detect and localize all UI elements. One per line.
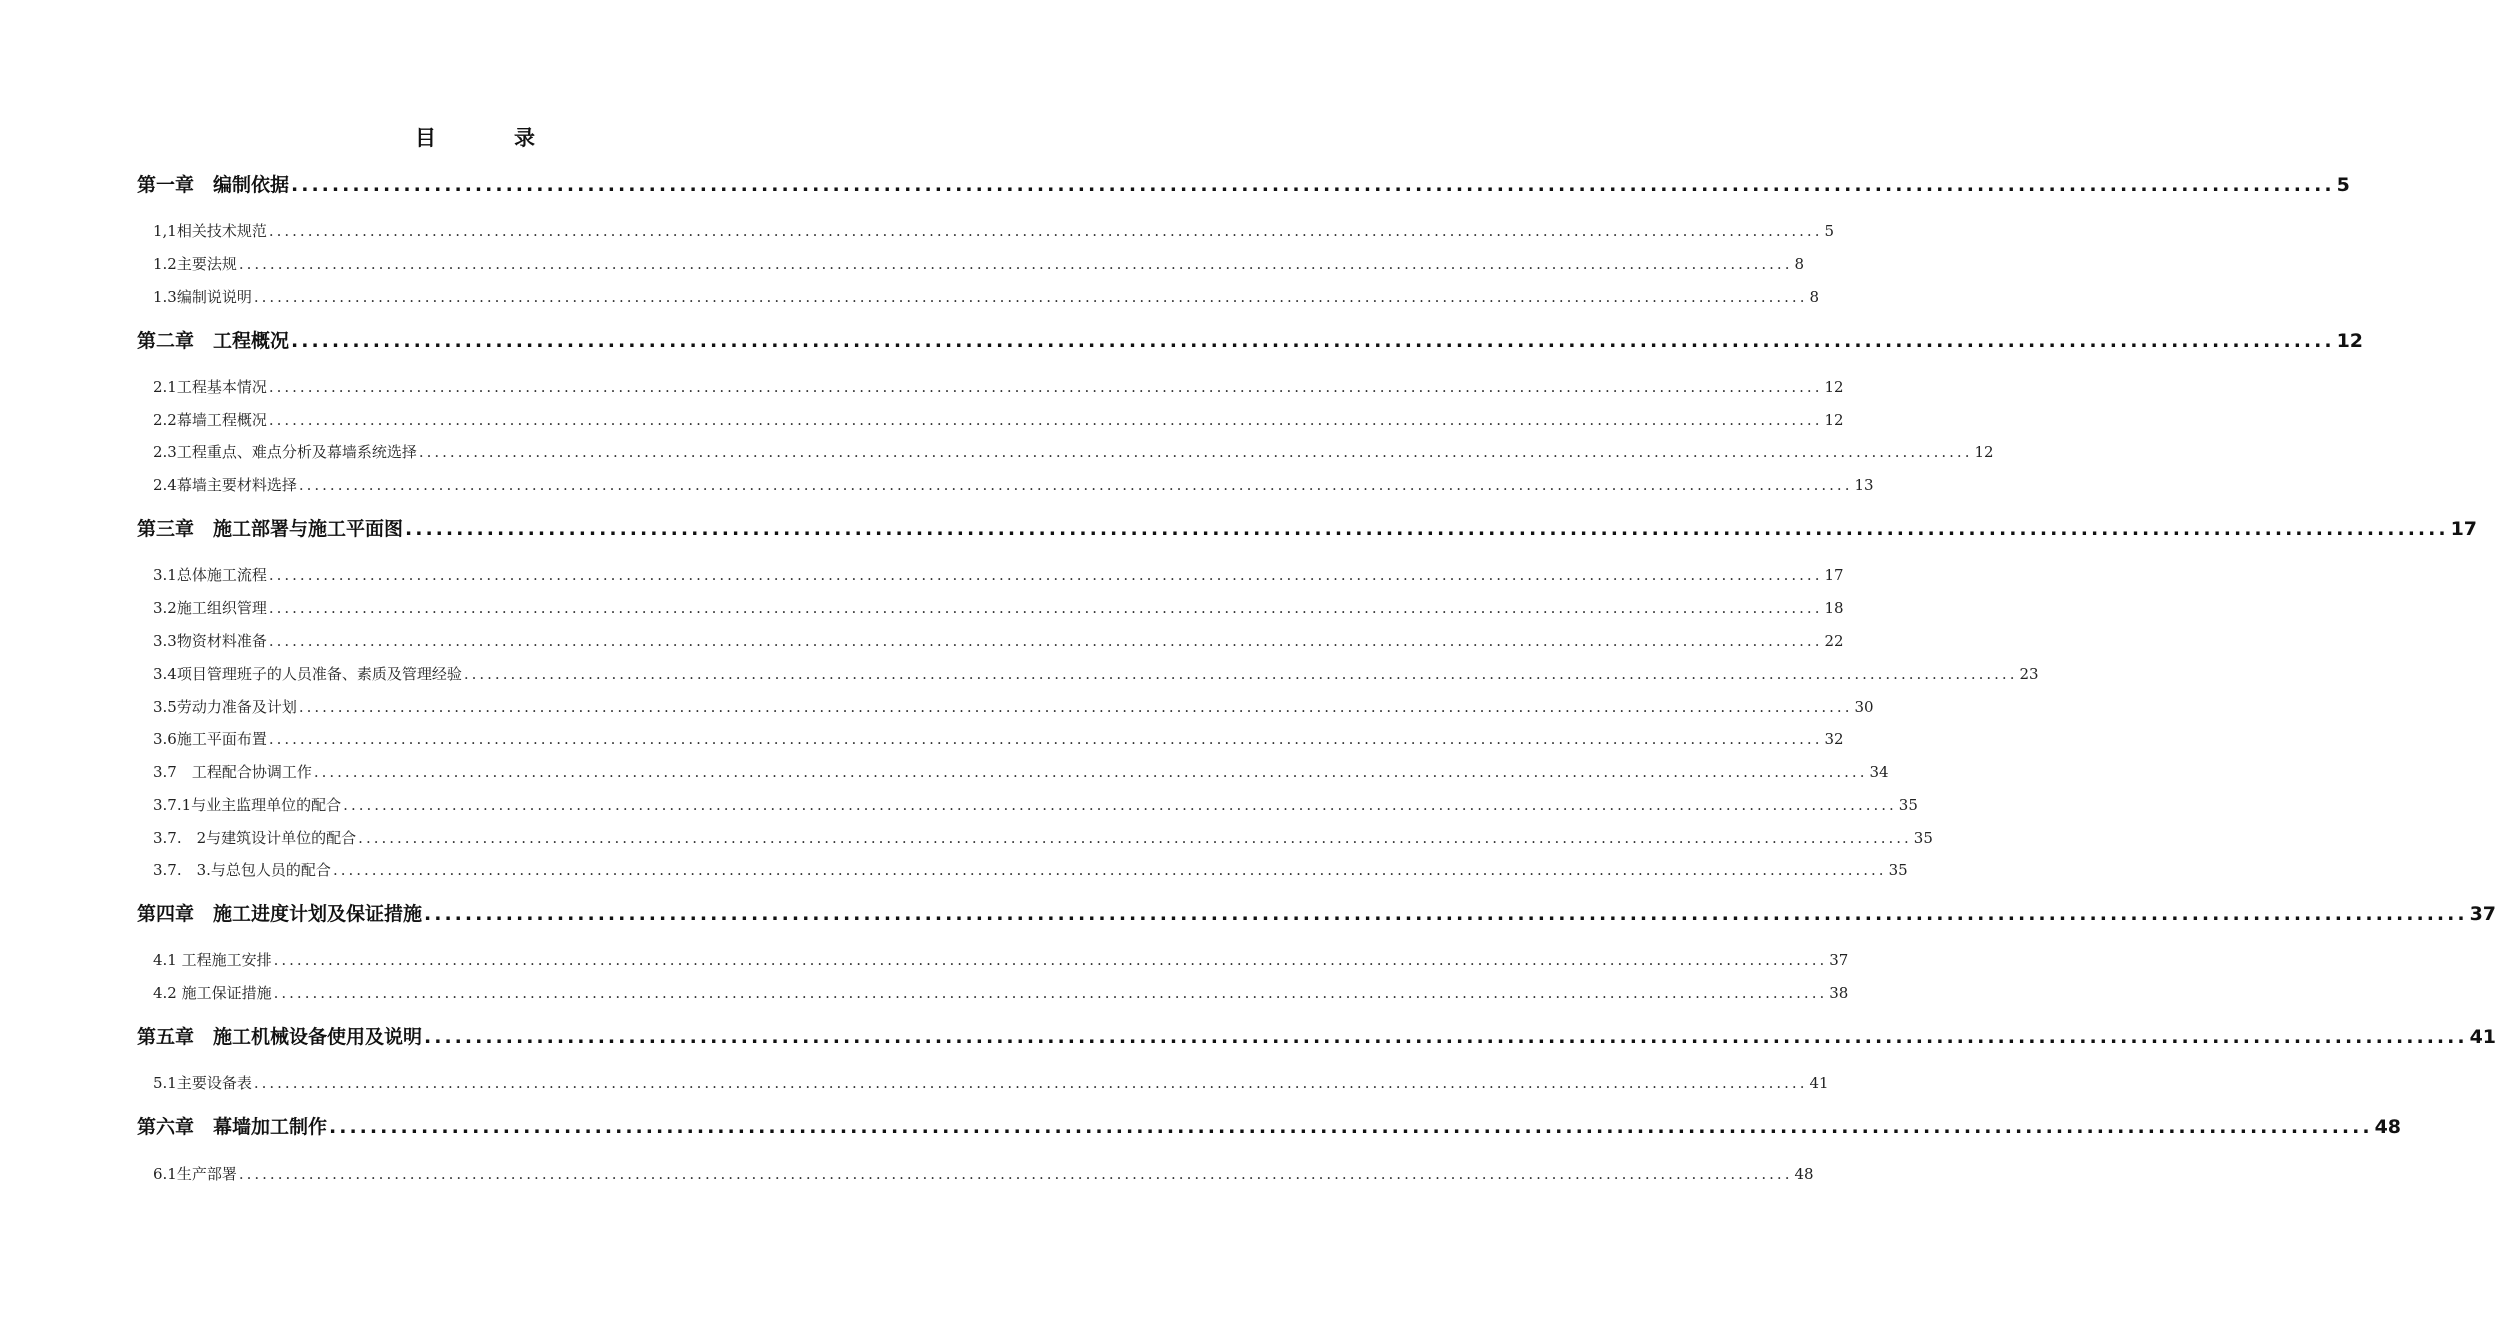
toc-entry-label: 第二章 工程概况 xyxy=(137,330,290,352)
toc-leader-dots: ........................................................................................................................................................................................................ xyxy=(268,411,1823,429)
toc-entry-page-number: 35 xyxy=(1913,829,1933,847)
toc-entry-page-number: 34 xyxy=(1869,763,1889,781)
toc-entry-label: 4.2 施工保证措施 xyxy=(153,984,272,1002)
toc-entry-page-number: 32 xyxy=(1824,730,1844,748)
toc-entry-page-number: 30 xyxy=(1854,698,1874,716)
toc-entry-page-number: 22 xyxy=(1824,632,1844,650)
page-title xyxy=(0,122,950,152)
toc-leader-dots: ........................................................................................................................................................................................................ xyxy=(268,222,1823,240)
toc-entry-page-number: 35 xyxy=(1888,861,1908,879)
toc-leader-dots: ........................................................................................................................................................................................................ xyxy=(273,951,1828,969)
toc-leader-dots: ........................................................................................................................................................................................................ xyxy=(268,632,1823,650)
toc-leader-dots: ........................................................................................................................................................................................................ xyxy=(329,1116,2373,1138)
toc-leader-dots: ........................................................................................................................................................................................................ xyxy=(268,378,1823,396)
toc-entry-label: 5.1主要设备表 xyxy=(153,1074,252,1092)
toc-entry-label: 1,1相关技术规范 xyxy=(153,222,267,240)
toc-section-entry[interactable] xyxy=(153,794,1918,816)
toc-entry-page-number: 48 xyxy=(2374,1116,2402,1138)
toc-leader-dots: ........................................................................................................................................................................................................ xyxy=(253,1074,1808,1092)
toc-leader-dots: ........................................................................................................................................................................................................ xyxy=(343,796,1897,814)
toc-entry-label: 4.1 工程施工安排 xyxy=(153,951,272,969)
toc-entry-page-number: 12 xyxy=(1824,411,1844,429)
toc-section-entry[interactable] xyxy=(153,409,1844,431)
toc-chapter-entry[interactable] xyxy=(137,170,2350,198)
toc-entry-page-number: 12 xyxy=(2336,330,2364,352)
toc-leader-dots: ........................................................................................................................................................................................................ xyxy=(463,665,2018,683)
toc-section-entry[interactable] xyxy=(153,253,1805,275)
toc-entry-page-number: 5 xyxy=(2336,174,2350,196)
toc-entry-label: 3.7 工程配合协调工作 xyxy=(153,763,312,781)
toc-leader-dots: ........................................................................................................................................................................................................ xyxy=(424,1026,2468,1048)
toc-entry-label: 3.7. 3.与总包人员的配合 xyxy=(153,861,331,879)
toc-section-entry[interactable] xyxy=(153,1072,1829,1094)
toc-leader-dots: ........................................................................................................................................................................................................ xyxy=(418,443,1973,461)
toc-section-entry[interactable] xyxy=(153,220,1835,242)
toc-chapter-entry[interactable] xyxy=(137,326,2364,354)
toc-section-entry[interactable] xyxy=(153,949,1849,971)
toc-section-entry[interactable] xyxy=(153,761,1889,783)
toc-entry-page-number: 17 xyxy=(1824,566,1844,584)
toc-entry-label: 第五章 施工机械设备使用及说明 xyxy=(137,1026,423,1048)
toc-section-entry[interactable] xyxy=(153,859,1908,881)
toc-leader-dots: ........................................................................................................................................................................................................ xyxy=(298,698,1853,716)
toc-chapter-entry[interactable] xyxy=(137,1022,2496,1050)
toc-chapter-entry[interactable] xyxy=(137,899,2496,927)
toc-entry-page-number: 41 xyxy=(1809,1074,1829,1092)
toc-leader-dots: ........................................................................................................................................................................................................ xyxy=(268,599,1823,617)
toc-entry-label: 3.3物资材料准备 xyxy=(153,632,267,650)
toc-section-entry[interactable] xyxy=(153,728,1844,750)
toc-entry-page-number: 17 xyxy=(2450,518,2478,540)
toc-entry-page-number: 35 xyxy=(1898,796,1918,814)
toc-entry-label: 2.2幕墙工程概况 xyxy=(153,411,267,429)
toc-section-entry[interactable] xyxy=(153,597,1844,619)
toc-section-entry[interactable] xyxy=(153,696,1874,718)
toc-section-entry[interactable] xyxy=(153,663,2039,685)
toc-entry-page-number: 37 xyxy=(2469,903,2496,925)
toc-entry-label: 1.2主要法规 xyxy=(153,255,237,273)
toc-section-entry[interactable] xyxy=(153,982,1849,1004)
toc-entry-label: 第六章 幕墙加工制作 xyxy=(137,1116,328,1138)
toc-section-entry[interactable] xyxy=(153,376,1844,398)
toc-entry-page-number: 41 xyxy=(2469,1026,2496,1048)
toc-entry-page-number: 37 xyxy=(1829,951,1849,969)
toc-section-entry[interactable] xyxy=(153,827,1933,849)
toc-leader-dots: ........................................................................................................................................................................................................ xyxy=(253,288,1808,306)
toc-entry-page-number: 38 xyxy=(1829,984,1849,1002)
toc-leader-dots: ........................................................................................................................................................................................................ xyxy=(238,1165,1793,1183)
toc-section-entry[interactable] xyxy=(153,441,1994,463)
toc-entry-page-number: 12 xyxy=(1824,378,1844,396)
toc-leader-dots: ........................................................................................................................................................................................................ xyxy=(313,763,1868,781)
toc-entry-page-number: 23 xyxy=(2019,665,2039,683)
toc-leader-dots: ........................................................................................................................................................................................................ xyxy=(291,174,2335,196)
toc-entry-label: 6.1生产部署 xyxy=(153,1165,237,1183)
toc-entry-label: 2.3工程重点、难点分析及幕墙系统选择 xyxy=(153,443,417,461)
toc-leader-dots: ........................................................................................................................................................................................................ xyxy=(405,518,2449,540)
toc-entry-label: 3.4项目管理班子的人员准备、素质及管理经验 xyxy=(153,665,462,683)
page-title-right: 录 xyxy=(514,126,535,150)
toc-entry-label: 第四章 施工进度计划及保证措施 xyxy=(137,903,423,925)
toc-section-entry[interactable] xyxy=(153,630,1844,652)
toc-section-entry[interactable] xyxy=(153,474,1874,496)
toc-leader-dots: ........................................................................................................................................................................................................ xyxy=(268,730,1823,748)
toc-section-entry[interactable] xyxy=(153,1163,1814,1185)
toc-section-entry[interactable] xyxy=(153,286,1820,308)
toc-section-entry[interactable] xyxy=(153,564,1844,586)
toc-entry-page-number: 12 xyxy=(1974,443,1994,461)
page-title-left: 目 xyxy=(415,126,436,150)
toc-leader-dots: ........................................................................................................................................................................................................ xyxy=(358,829,1912,847)
toc-entry-page-number: 13 xyxy=(1854,476,1874,494)
toc-entry-page-number: 5 xyxy=(1824,222,1835,240)
toc-entry-label: 3.7.1与业主监理单位的配合 xyxy=(153,796,342,814)
toc-entry-label: 2.1工程基本情况 xyxy=(153,378,267,396)
toc-entry-label: 第一章 编制依据 xyxy=(137,174,290,196)
toc-entry-label: 第三章 施工部署与施工平面图 xyxy=(137,518,404,540)
toc-entry-label: 3.1总体施工流程 xyxy=(153,566,267,584)
toc-entry-page-number: 18 xyxy=(1824,599,1844,617)
toc-chapter-entry[interactable] xyxy=(137,514,2478,542)
toc-entry-label: 1.3编制说说明 xyxy=(153,288,252,306)
toc-leader-dots: ........................................................................................................................................................................................................ xyxy=(238,255,1793,273)
toc-entry-page-number: 8 xyxy=(1794,255,1805,273)
toc-entry-page-number: 48 xyxy=(1794,1165,1814,1183)
toc-leader-dots: ........................................................................................................................................................................................................ xyxy=(298,476,1853,494)
toc-leader-dots: ........................................................................................................................................................................................................ xyxy=(424,903,2468,925)
toc-entry-label: 2.4幕墙主要材料选择 xyxy=(153,476,297,494)
toc-leader-dots: ........................................................................................................................................................................................................ xyxy=(332,861,1887,879)
toc-leader-dots: ........................................................................................................................................................................................................ xyxy=(291,330,2335,352)
toc-chapter-entry[interactable] xyxy=(137,1112,2402,1140)
toc-leader-dots: ........................................................................................................................................................................................................ xyxy=(273,984,1828,1002)
toc-entry-label: 3.6施工平面布置 xyxy=(153,730,267,748)
toc-entry-page-number: 8 xyxy=(1809,288,1820,306)
toc-leader-dots: ........................................................................................................................................................................................................ xyxy=(268,566,1823,584)
toc-entry-label: 3.5劳动力准备及计划 xyxy=(153,698,297,716)
toc-entry-label: 3.2施工组织管理 xyxy=(153,599,267,617)
toc-entry-label: 3.7. 2与建筑设计单位的配合 xyxy=(153,829,357,847)
